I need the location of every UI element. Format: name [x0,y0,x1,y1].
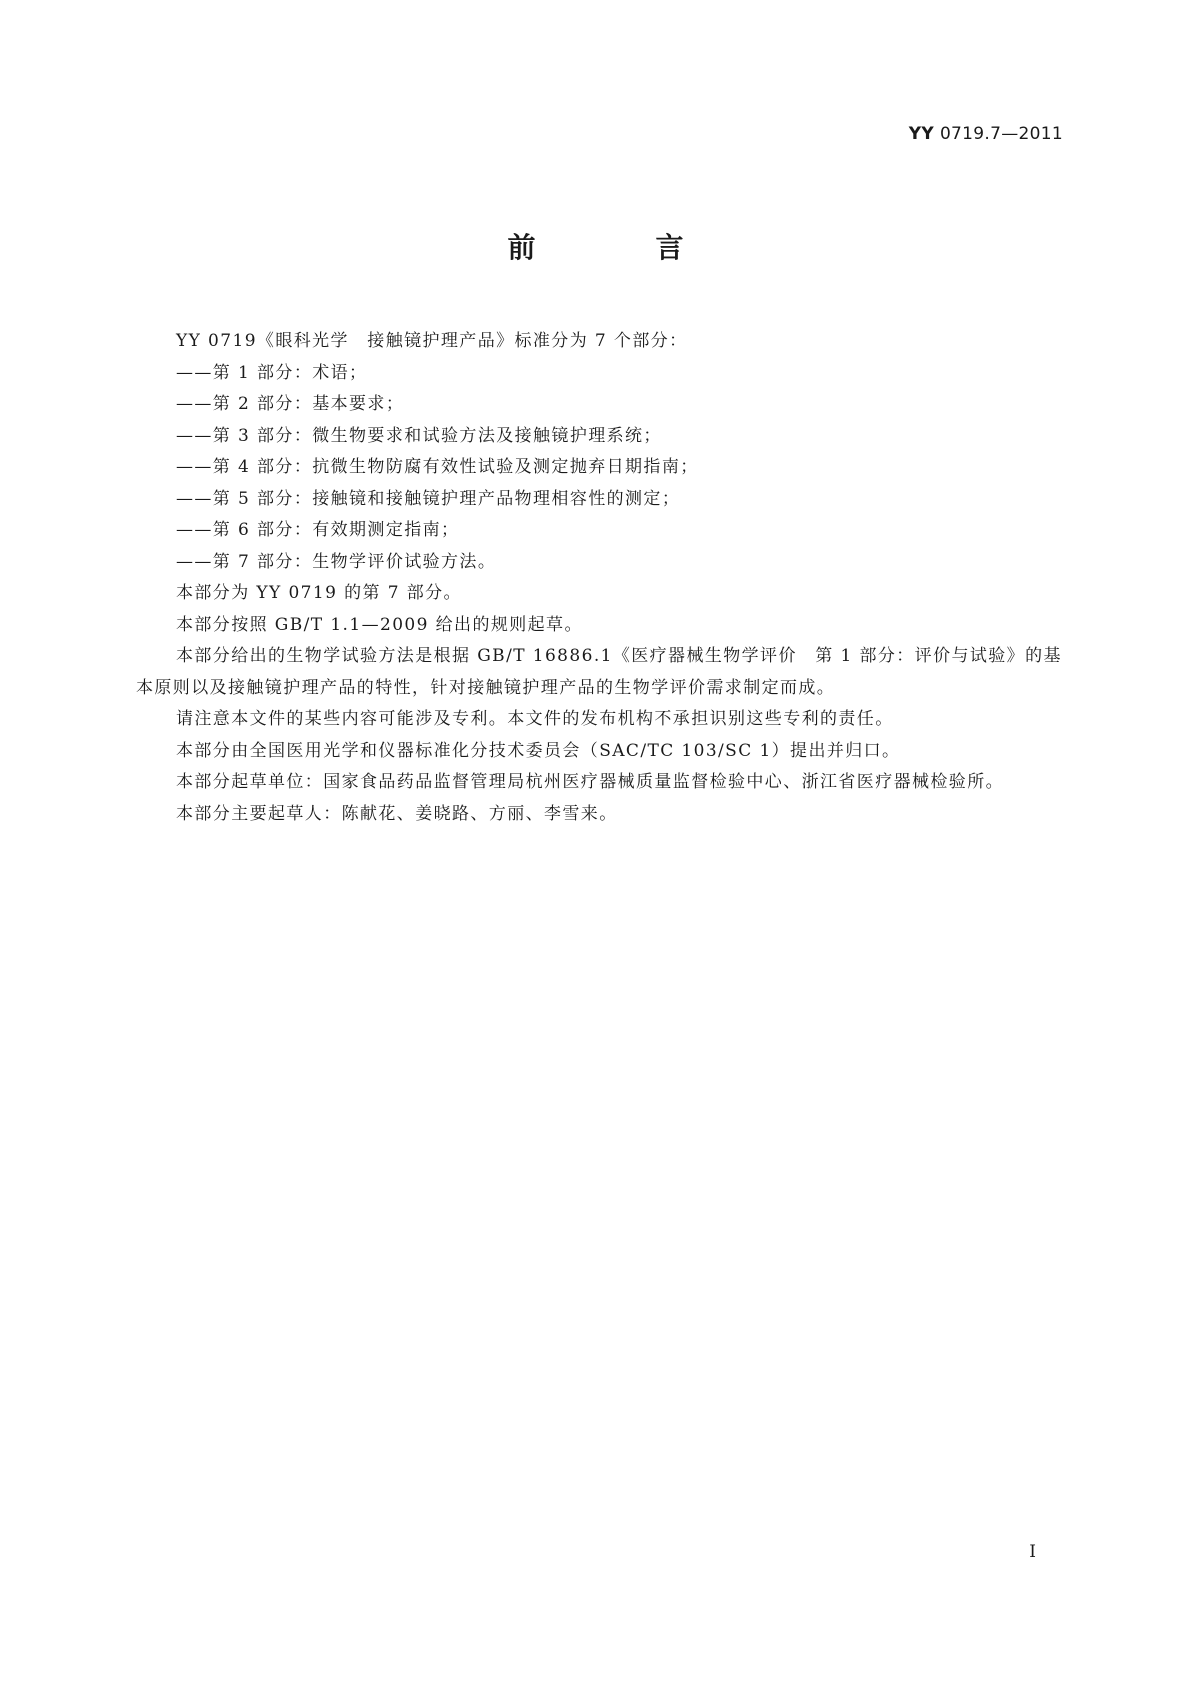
page-title: 前 言 [507,231,730,264]
list-item-part-3: ——第 3 部分：微生物要求和试验方法及接触镜护理系统； [176,425,662,446]
list-item-part-1: ——第 1 部分：术语； [176,362,368,383]
paragraph-part-statement: 本部分为 YY 0719 的第 7 部分。 [176,583,462,603]
paragraph-basis: 本部分给出的生物学试验方法是根据 GB/T 16886.1《医疗器械生物学评价 第 1 部分：评价与试验》的基本原则以及接触镜护理产品的特性，针对接触镜护理产品的生物学评价需求制定而成。 [136,646,1062,698]
standard-number: 0719.7—2011 [939,124,1063,144]
list-item-part-6: ——第 6 部分：有效期测定指南； [176,520,460,540]
foreword-body [136,326,1066,830]
list-item-part-7: ——第 7 部分：生物学评价试验方法。 [176,551,497,572]
list-item-part-4: ——第 4 部分：抗微生物防腐有效性试验及测定抛弃日期指南； [176,457,699,477]
paragraph-intro: YY 0719《眼科光学 接触镜护理产品》标准分为 7 个部分： [176,331,688,351]
paragraph-drafting-rules: 本部分按照 GB/T 1.1—2009 给出的规则起草。 [176,614,583,635]
page-number: I [1029,1542,1036,1562]
list-item-part-2: ——第 2 部分：基本要求； [176,394,405,414]
paragraph-drafters: 本部分主要起草人：陈献花、姜晓路、方丽、李雪来。 [176,803,618,824]
standard-prefix: YY [908,124,934,144]
paragraph-drafting-units: 本部分起草单位：国家食品药品监督管理局杭州医疗器械质量监督检验中心、浙江省医疗器械检验所。 [176,772,1004,792]
list-item-part-5: ——第 5 部分：接触镜和接触镜护理产品物理相容性的测定； [176,488,681,509]
paragraph-proposer: 本部分由全国医用光学和仪器标准化分技术委员会（SAC/TC 103/SC 1）提出并归口。 [176,740,901,761]
standard-code [909,124,1063,144]
paragraph-patent-notice: 请注意本文件的某些内容可能涉及专利。本文件的发布机构不承担识别这些专利的责任。 [176,709,894,729]
